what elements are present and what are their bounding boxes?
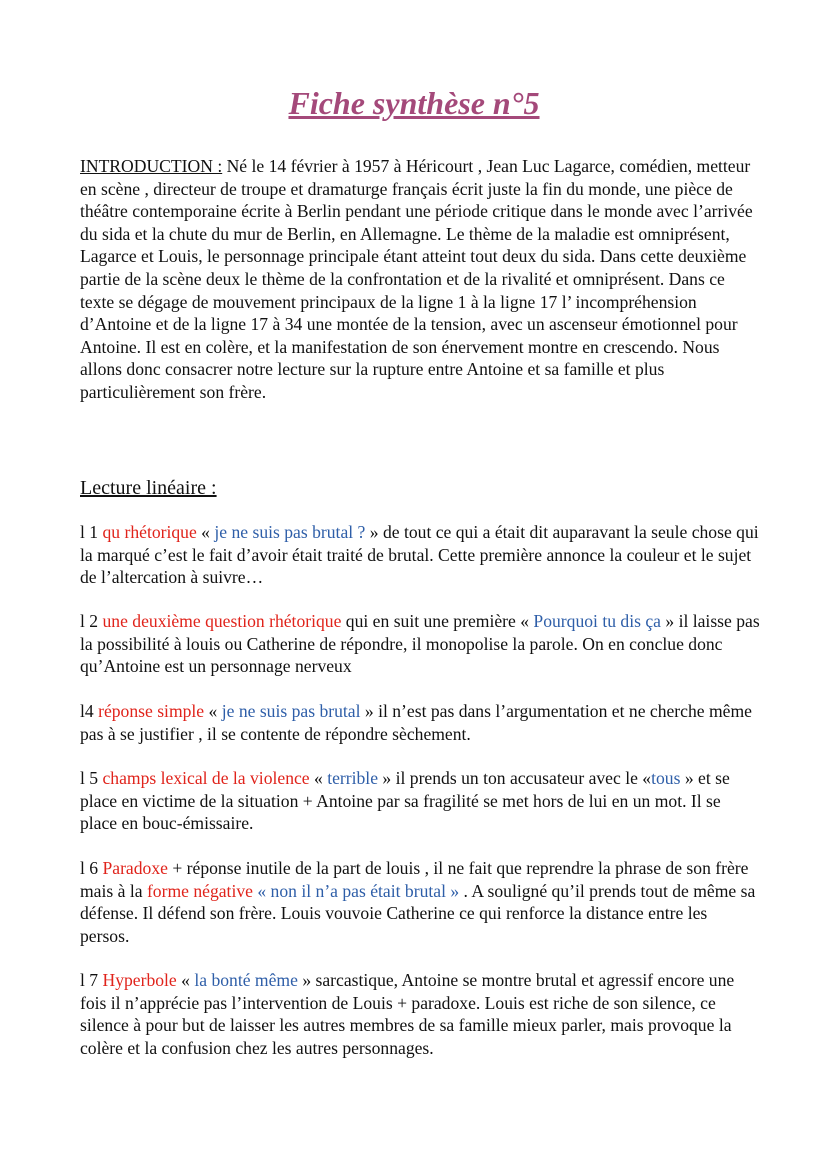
entry-text: l 6 xyxy=(80,858,103,878)
figure-of-speech-label: qu rhétorique xyxy=(102,522,197,542)
analysis-entry xyxy=(80,610,760,678)
entry-text: » il laisse pas la possibilité à louis ou Catherine de répondre, il monopolise la parole. On en conclue donc qu’Antoine est un personnage nerveux xyxy=(80,611,760,677)
entry-text: » il prends un ton accusateur avec le « xyxy=(378,768,652,788)
figure-of-speech-label: Paradoxe xyxy=(102,858,168,878)
figure-of-speech-label: Hyperbole xyxy=(102,970,177,990)
text-quotation: tous xyxy=(651,768,681,788)
entry-text: qui en suit une première « xyxy=(341,611,534,631)
text-quotation: je ne suis pas brutal ? xyxy=(214,522,366,542)
text-quotation: je ne suis pas brutal xyxy=(221,701,361,721)
entry-text: « xyxy=(309,768,328,788)
entry-text: l 5 xyxy=(80,768,103,788)
text-quotation: Pourquoi tu dis ça xyxy=(533,611,661,631)
text-quotation: terrible xyxy=(327,768,378,788)
entry-text: » et se place en victime de la situation + Antoine par sa fragilité se met hors de lui en un mot. Il se place en bouc-émissaire. xyxy=(80,768,730,834)
entry-text: « xyxy=(196,522,215,542)
analysis-entry xyxy=(80,700,760,745)
introduction-label: INTRODUCTION : xyxy=(80,156,223,176)
analysis-entry xyxy=(80,767,760,835)
entry-text: » sarcastique, Antoine se montre brutal et agressif encore une fois il n’apprécie pas l’intervention de Louis + paradoxe. Louis est riche de son silence, ce silence à pour but de laisser les autres membres de sa famille mieux parler, mais provoque la colère et la confusion chez les autres personnages. xyxy=(80,970,735,1058)
introduction-paragraph xyxy=(80,155,760,404)
entry-text: + réponse inutile de la part de louis , il ne fait que reprendre la phrase de son frère mais à la xyxy=(80,858,749,901)
entry-text: « xyxy=(204,701,222,721)
page-title: Fiche synthèse n°5 xyxy=(288,85,540,121)
figure-of-speech-label: réponse simple xyxy=(98,701,205,721)
analysis-entry xyxy=(80,521,760,589)
figure-of-speech-label: une deuxième question rhétorique xyxy=(102,611,342,631)
text-quotation: la bonté même xyxy=(194,970,298,990)
figure-of-speech-label: forme négative xyxy=(146,880,253,901)
entry-text: » il n’est pas dans l’argumentation et ne cherche même pas à se justifier , il se contente de répondre sèchement. xyxy=(80,701,752,744)
entry-text: . A souligné qu’il prends tout de même sa défense. Il défend son frère. Louis vouvoie Catherine ce qui renforce la distance entre les persos. xyxy=(80,880,756,946)
text-quotation: « non il n’a pas était brutal » xyxy=(257,880,460,901)
section-title: Lecture linéaire : xyxy=(80,477,217,499)
entry-text: l 7 xyxy=(80,970,103,990)
entry-text: l 1 xyxy=(80,522,103,542)
analysis-entry xyxy=(80,969,760,1059)
entry-text: l 2 xyxy=(80,611,103,631)
figure-of-speech-label: champs lexical de la violence xyxy=(102,768,310,788)
entry-text: « xyxy=(176,970,195,990)
introduction-text: Né le 14 février à 1957 à Héricourt , Jean Luc Lagarce, comédien, metteur en scène , directeur de troupe et dramaturge français écrit juste la fin du monde, une pièce de théâtre contemporaine écrite à Berlin pendant une période critique dans le monde avec l’arrivée du sida et la chute du mur de Berlin, en Allemagne. Le thème de la maladie est omniprésent, Lagarce et Louis, le personnage principale étant atteint tout deux du sida. Dans cette deuxième partie de la scène deux le thème de la confrontation et de la rivalité et omniprésent. Dans ce texte se dégage de mouvement principaux de la ligne 1 à la ligne 17 l’ incompréhension d’Antoine et de la ligne 17 à 34 une montée de la tension, avec un ascenseur émotionnel pour Antoine. Il est en colère, et la manifestation de son énervement montre en crescendo. Nous allons donc consacrer notre lecture sur la rupture entre Antoine et sa famille et plus particulièrement son frère. xyxy=(80,156,753,402)
entry-text: » de tout ce qui a était dit auparavant la seule chose qui la marqué c’est le fait d’avoir était traité de brutal. Cette première annonce la couleur et le sujet de l’altercation à suivre… xyxy=(80,522,759,588)
analysis-entry xyxy=(80,857,760,947)
entry-text: l4 xyxy=(80,701,99,721)
